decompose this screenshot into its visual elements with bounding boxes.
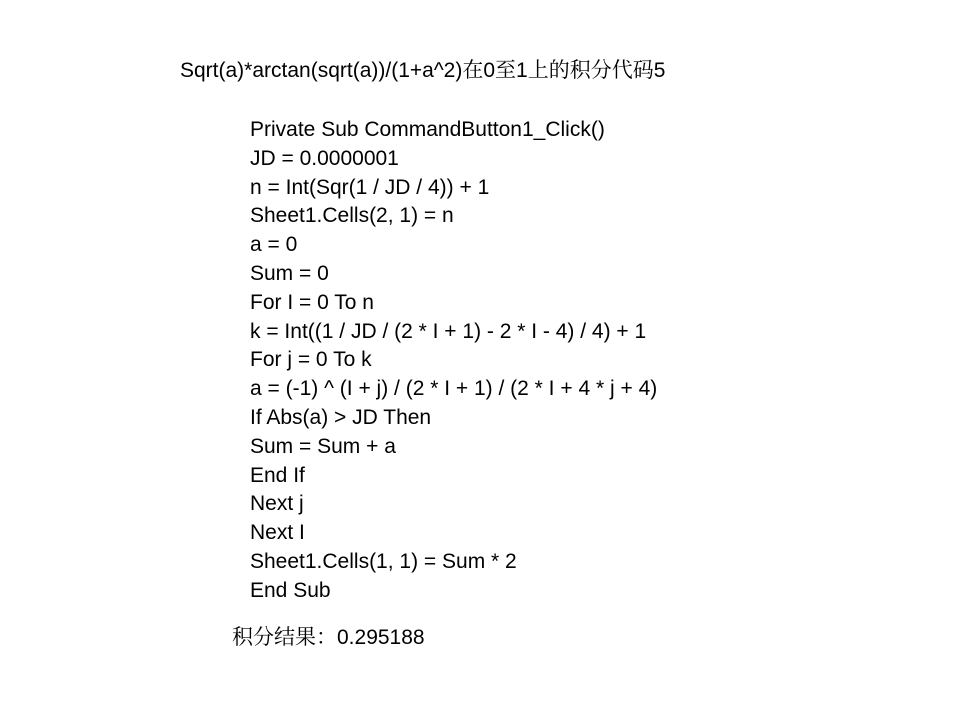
code-line: If Abs(a) > JD Then — [250, 405, 432, 429]
code-line: Next j — [250, 492, 304, 516]
code-line: Sheet1.Cells(2, 1) = n — [250, 204, 454, 228]
code-line: For j = 0 To k — [250, 348, 372, 372]
code-line: Next I — [250, 521, 305, 545]
code-line: Private Sub CommandButton1_Click() — [250, 118, 605, 141]
code-line: Sum = Sum + a — [250, 434, 396, 458]
code-block — [250, 116, 657, 606]
code-line: a = (-1) ^ (I + j) / (2 * I + 1) / (2 * I + 4 * j + 4) — [250, 377, 658, 401]
code-line: a = 0 — [250, 233, 298, 257]
code-line: JD = 0.0000001 — [250, 146, 399, 170]
code-line: n = Int(Sqr(1 / JD / 4)) + 1 — [250, 175, 490, 199]
integral-result: 积分结果：0.295188 — [232, 626, 425, 649]
code-line: Sum = 0 — [250, 261, 329, 285]
code-line: End If — [250, 463, 305, 487]
code-line: For I = 0 To n — [250, 290, 374, 314]
code-line: End Sub — [250, 578, 331, 602]
code-line: k = Int((1 / JD / (2 * I + 1) - 2 * I - 4) / 4) + 1 — [250, 319, 647, 343]
slide-title: Sqrt(a)*arctan(sqrt(a))/(1+a^2)在0至1上的积分代码5 — [180, 59, 666, 82]
code-line: Sheet1.Cells(1, 1) = Sum * 2 — [250, 549, 517, 573]
